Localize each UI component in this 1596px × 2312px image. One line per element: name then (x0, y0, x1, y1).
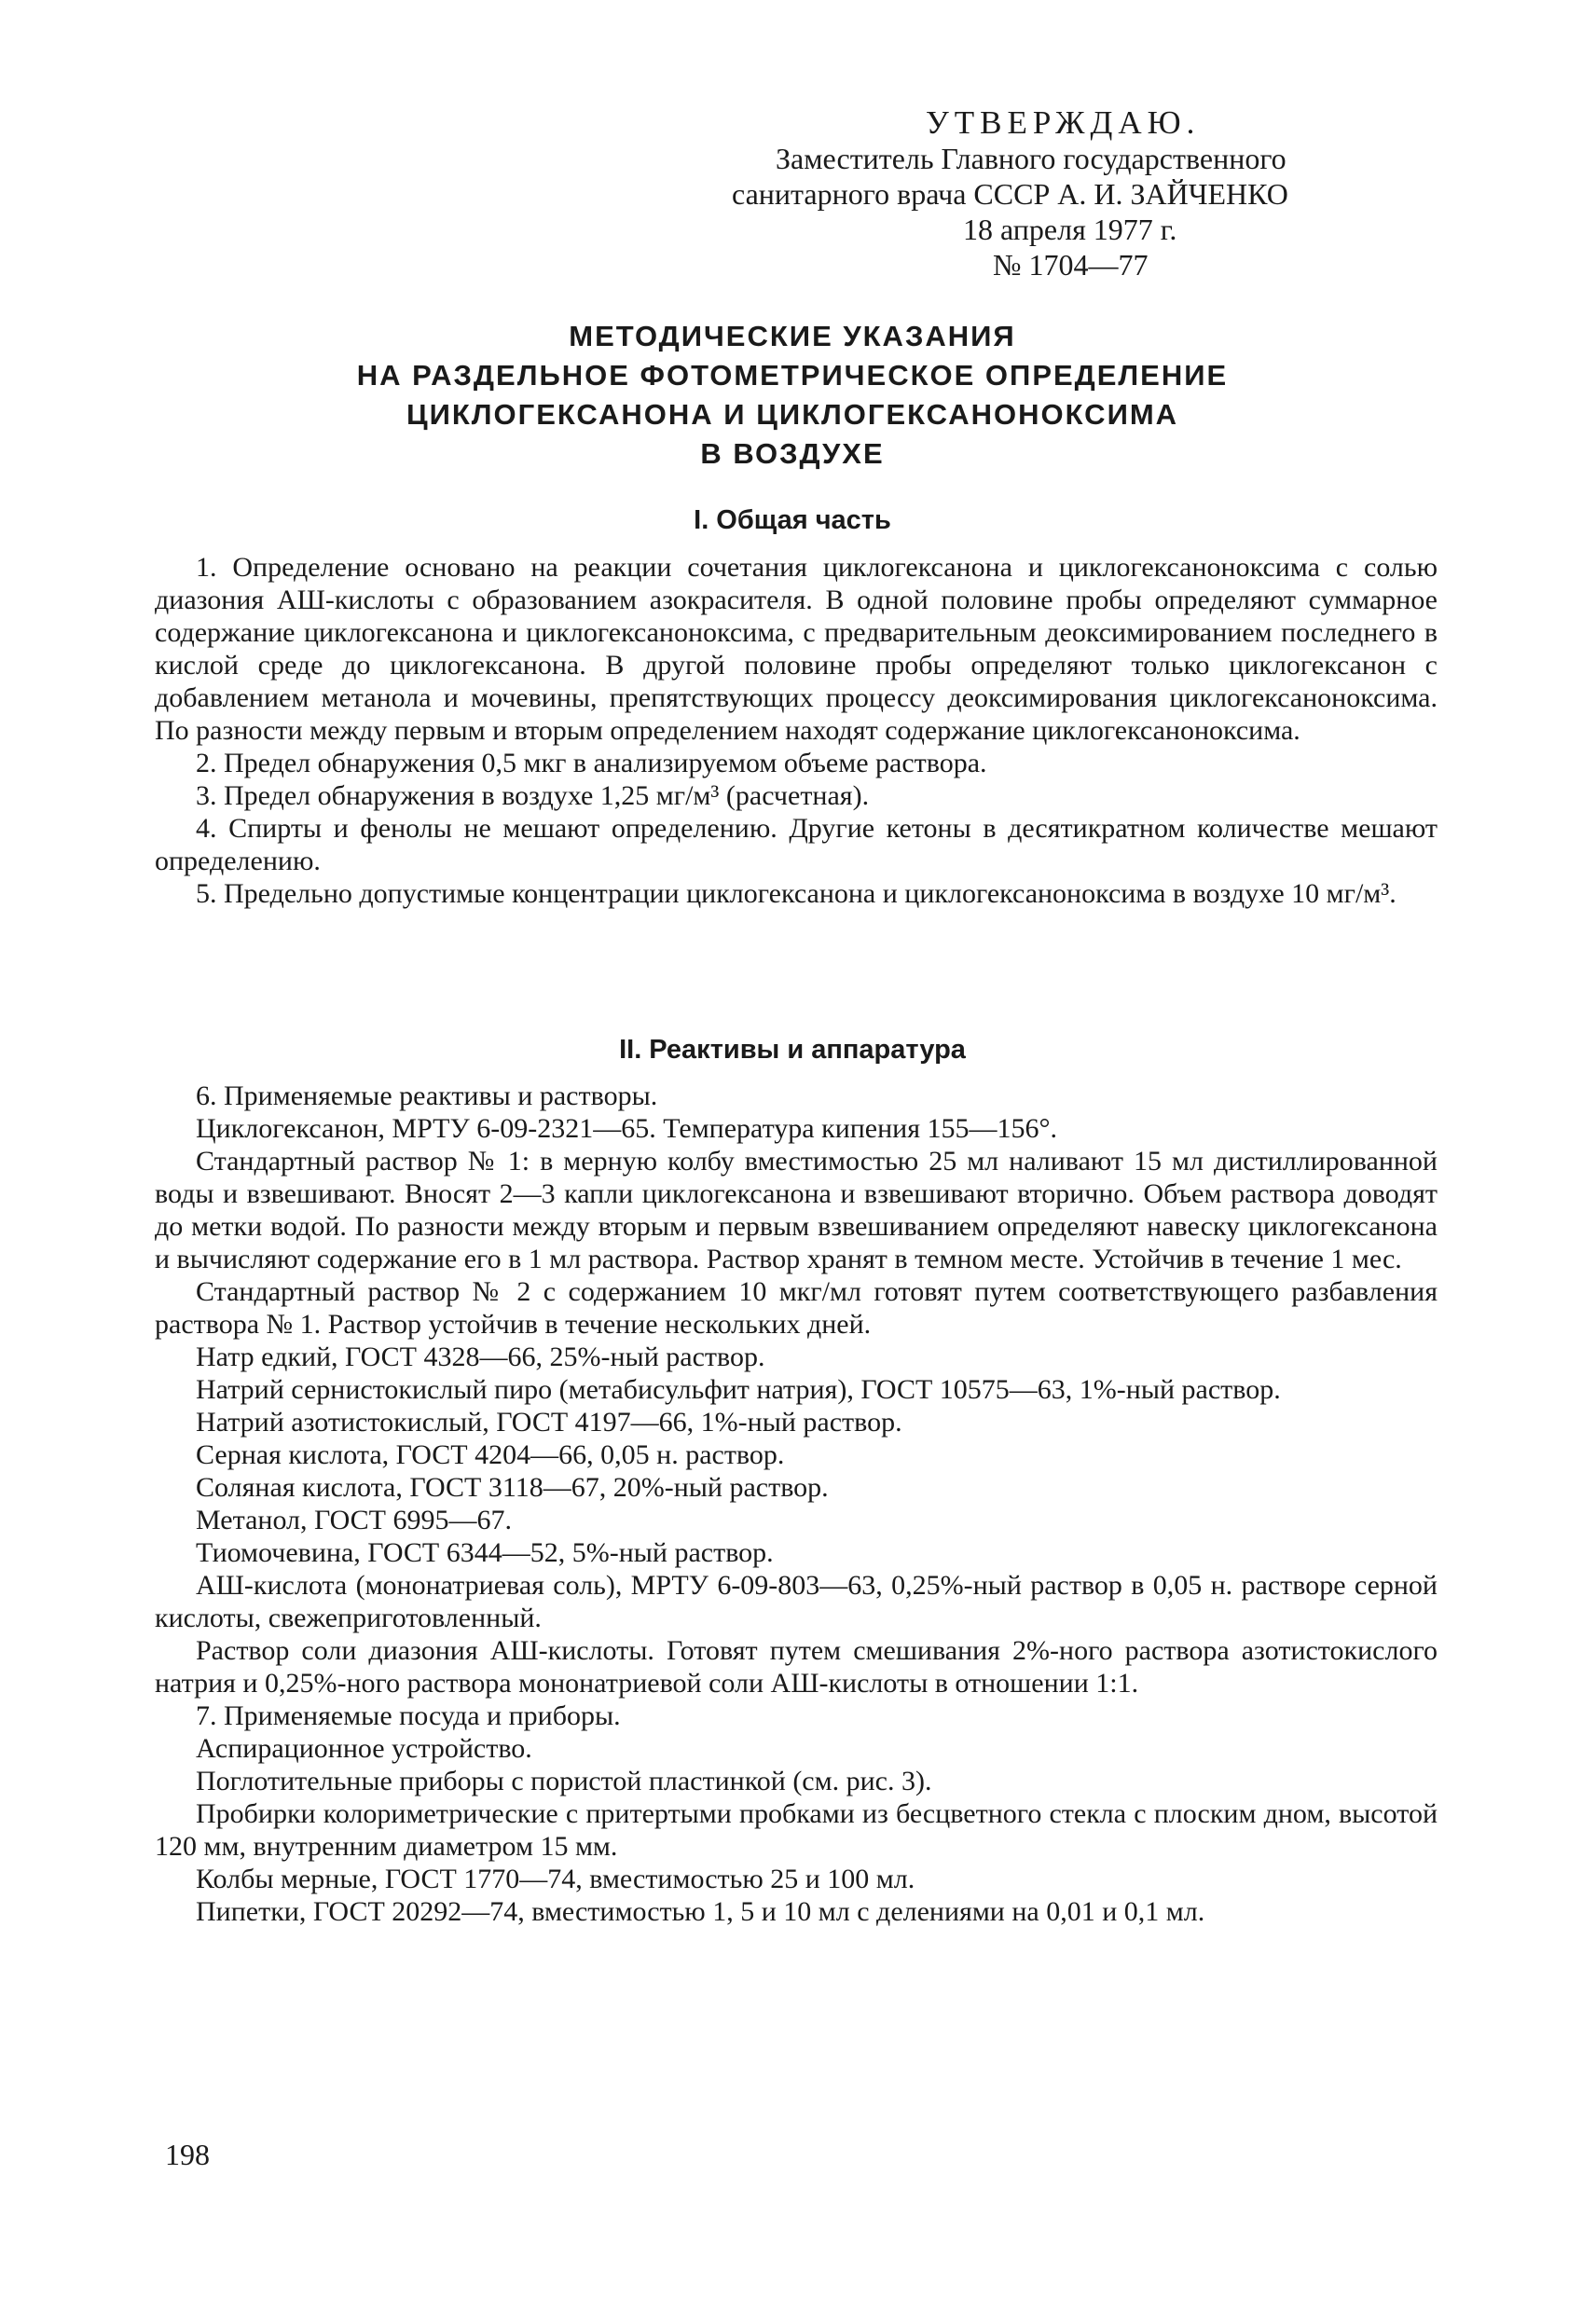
paragraph: Натрий сернистокислый пиро (метабисульфит натрия), ГОСТ 10575—63, 1%-ный раствор. (196, 1374, 1281, 1405)
paragraph: Натр едкий, ГОСТ 4328—66, 25%-ный раствор. (196, 1342, 765, 1372)
document-title (140, 317, 1445, 474)
paragraph: Пробирки колориметрические с притертыми пробками из бесцветного стекла с плоским дном, высотой 120 мм, внутренним диаметром 15 мм. (155, 1798, 1438, 1862)
paragraph: Метанол, ГОСТ 6995—67. (196, 1505, 512, 1535)
approval-date: 18 апреля 1977 г. (963, 213, 1177, 246)
section-2-body (155, 1080, 1438, 1928)
section-2-heading: II. Реактивы и аппаратура (619, 1035, 966, 1065)
paragraph: АШ-кислота (мононатриевая соль), МРТУ 6-09-803—63, 0,25%-ный раствор в 0,05 н. растворе серной кислоты, свежеприготовленный. (155, 1570, 1438, 1633)
approval-signatory: санитарного врача СССР А. И. ЗАЙЧЕНКО (732, 177, 1288, 211)
paragraph: Раствор соли диазония АШ-кислоты. Готовят путем смешивания 2%-ного раствора азотистокислого натрия и 0,25%-ного раствора мононатриевой соли АШ-кислоты в отношении 1:1. (155, 1635, 1438, 1699)
paragraph: Тиомочевина, ГОСТ 6344—52, 5%-ный раствор. (196, 1537, 774, 1568)
paragraph: 5. Предельно допустимые концентрации циклогексанона и циклогексаноноксима в воздухе 10 мг/м³. (196, 878, 1396, 909)
paragraph: Пипетки, ГОСТ 20292—74, вместимостью 1, 5 и 10 мл с делениями на 0,01 и 0,1 мл. (196, 1896, 1205, 1927)
approval-block (732, 105, 1440, 282)
paragraph: Колбы мерные, ГОСТ 1770—74, вместимостью 25 и 100 мл. (196, 1864, 915, 1894)
section-1-heading: I. Общая часть (694, 505, 891, 535)
paragraph: Серная кислота, ГОСТ 4204—66, 0,05 н. раствор. (196, 1439, 785, 1470)
paragraph: Стандартный раствор № 2 с содержанием 10 мкг/мл готовят путем соответствующего разбавления раствора № 1. Раствор устойчив в течение нескольких дней. (155, 1276, 1438, 1340)
section-1-body (155, 551, 1438, 910)
title-line-2: НА РАЗДЕЛЬНОЕ ФОТОМЕТРИЧЕСКОЕ ОПРЕДЕЛЕНИЕ (356, 359, 1229, 392)
title-line-4: В ВОЗДУХЕ (700, 437, 885, 470)
paragraph: Натрий азотистокислый, ГОСТ 4197—66, 1%-ный раствор. (196, 1407, 902, 1438)
page-number: 198 (165, 2138, 210, 2171)
paragraph: 1. Определение основано на реакции сочетания циклогексанона и циклогексаноноксима с солью диазония АШ-кислоты с образованием азокрасителя. В одной половине пробы определяют суммарное содержание циклогексанона и циклогексаноноксима, с предварительным деоксимированием последнего в кислой среде до циклогексанона. В другой половине пробы определяют только циклогексанон с добавлением метанола и мочевины, препятствующих процессу деоксимирования циклогексаноноксима. По разности между первым и вторым определением находят содержание циклогексаноноксима. (155, 552, 1438, 746)
paragraph: 6. Применяемые реактивы и растворы. (196, 1080, 658, 1111)
title-line-1: МЕТОДИЧЕСКИЕ УКАЗАНИЯ (569, 320, 1016, 352)
paragraph: Поглотительные приборы с пористой пластинкой (см. рис. 3). (196, 1766, 932, 1796)
approval-title: УТВЕРЖДАЮ. (926, 104, 1201, 141)
approval-number: № 1704—77 (993, 248, 1149, 282)
paragraph: 4. Спирты и фенолы не мешают определению. Другие кетоны в десятикратном количестве мешают определению. (155, 813, 1438, 876)
paragraph: 2. Предел обнаружения 0,5 мкг в анализируемом объеме раствора. (196, 748, 987, 778)
paragraph: 3. Предел обнаружения в воздухе 1,25 мг/м³ (расчетная). (196, 780, 870, 811)
paragraph: Аспирационное устройство. (196, 1733, 532, 1764)
paragraph: Соляная кислота, ГОСТ 3118—67, 20%-ный раствор. (196, 1472, 829, 1503)
paragraph: 7. Применяемые посуда и приборы. (196, 1700, 621, 1731)
title-line-3: ЦИКЛОГЕКСАНОНА И ЦИКЛОГЕКСАНОНОКСИМА (406, 398, 1179, 431)
paragraph: Циклогексанон, МРТУ 6-09-2321—65. Температура кипения 155—156°. (196, 1113, 1058, 1144)
paragraph: Стандартный раствор № 1: в мерную колбу вместимостью 25 мл наливают 15 мл дистиллированной воды и взвешивают. Вносят 2—3 капли циклогексанона и взвешивают вторично. Объем раствора доводят до метки водой. По разности между вторым и первым взвешиванием определяют навеску циклогексанона и вычисляют содержание его в 1 мл раствора. Раствор хранят в темном месте. Устойчив в течение 1 мес. (155, 1146, 1438, 1274)
approval-position: Заместитель Главного государственного (776, 142, 1286, 175)
